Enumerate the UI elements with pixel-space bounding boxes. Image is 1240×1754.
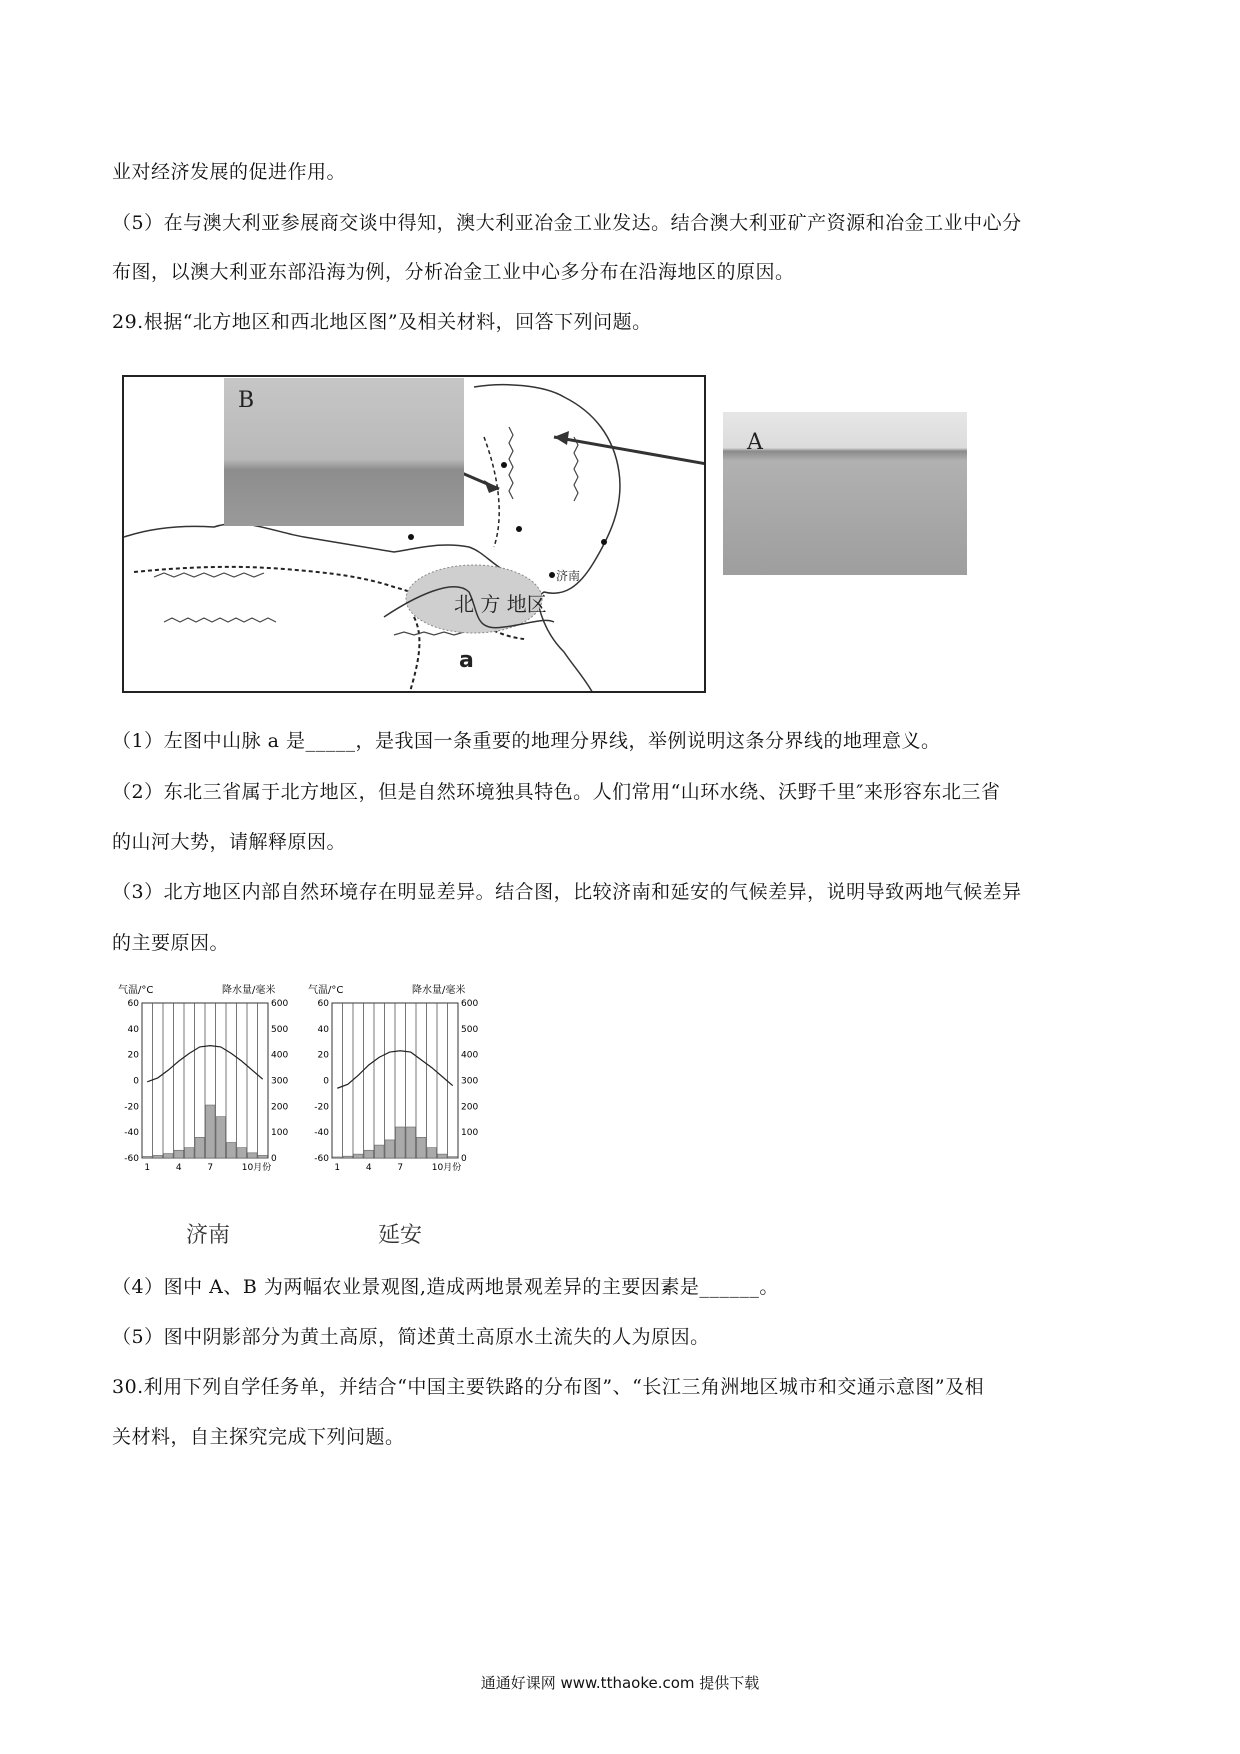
temp-axis-label: 气温/°C bbox=[118, 985, 154, 996]
temp-tick-label: -40 bbox=[124, 1128, 139, 1139]
city-dot-jinan bbox=[549, 572, 555, 578]
month-tick-label: 4 bbox=[365, 1163, 372, 1173]
city-dot-1 bbox=[408, 534, 414, 540]
precip-bar bbox=[448, 1157, 458, 1158]
temp-tick-label: -60 bbox=[314, 1154, 329, 1164]
temp-tick-label: -20 bbox=[314, 1102, 329, 1113]
city-dot-3 bbox=[601, 539, 607, 545]
precip-bar bbox=[258, 1155, 268, 1158]
temp-tick-label: -20 bbox=[124, 1102, 139, 1113]
precip-bar bbox=[417, 1137, 427, 1158]
mountain-range-4 bbox=[574, 437, 578, 501]
precip-tick-label: 500 bbox=[461, 1024, 479, 1035]
precip-bar bbox=[406, 1127, 416, 1158]
precip-tick-label: 600 bbox=[271, 999, 289, 1009]
photo-b-label: B bbox=[238, 388, 255, 413]
question-29-3: （3）北方地区内部自然环境存在明显差异。结合图，比较济南和延安的气候差异，说明导致两地气候差异 bbox=[112, 881, 1022, 903]
precip-bar bbox=[396, 1127, 406, 1158]
precip-bar bbox=[174, 1150, 184, 1158]
footer: 通通好课网 www.tthaoke.com 提供下载 bbox=[480, 1674, 760, 1692]
precip-bar bbox=[216, 1117, 226, 1158]
precip-tick-label: 200 bbox=[271, 1102, 289, 1113]
temp-tick-label: 0 bbox=[323, 1076, 329, 1087]
precip-bar bbox=[438, 1154, 448, 1158]
precip-tick-label: 500 bbox=[271, 1024, 289, 1035]
chart-title-yanan: 延安 bbox=[378, 1223, 423, 1248]
city-dot-2 bbox=[516, 526, 522, 532]
month-tick-label: 7 bbox=[207, 1163, 214, 1173]
precip-bar bbox=[427, 1148, 437, 1158]
precip-axis-label: 降水量/毫米 bbox=[222, 985, 276, 996]
precip-tick-label: 600 bbox=[461, 999, 479, 1009]
precip-bar bbox=[248, 1153, 258, 1158]
chart-title-jinan: 济南 bbox=[186, 1223, 231, 1248]
text-line-3: 布图，以澳大利亚东部沿海为例，分析冶金工业中心多分布在沿海地区的原因。 bbox=[112, 261, 795, 283]
question-30-heading: 30.利用下列自学任务单，并结合“中国主要铁路的分布图”、“长江三角洲地区城市和交通示意图”及相 bbox=[112, 1376, 985, 1398]
text-line-30b: 关材料，自主探究完成下列问题。 bbox=[112, 1426, 405, 1448]
precip-bar bbox=[206, 1105, 216, 1158]
label-mountain-a: a bbox=[459, 648, 474, 673]
temp-tick-label: 40 bbox=[127, 1024, 139, 1035]
month-tick-label: 1 bbox=[144, 1163, 151, 1173]
temp-axis-label: 气温/°C bbox=[308, 985, 344, 996]
precip-tick-label: 300 bbox=[461, 1076, 479, 1087]
temp-tick-label: -40 bbox=[314, 1128, 329, 1139]
photo-b-grassland bbox=[224, 378, 464, 526]
temp-tick-label: 40 bbox=[317, 1024, 329, 1035]
temp-tick-label: 60 bbox=[127, 999, 139, 1009]
precip-tick-label: 0 bbox=[271, 1154, 277, 1164]
precip-axis-label: 降水量/毫米 bbox=[412, 985, 466, 996]
temp-tick-label: 60 bbox=[317, 999, 329, 1009]
question-29-5: （5）图中阴影部分为黄土高原，简述黄土高原水土流失的人为原因。 bbox=[112, 1326, 710, 1348]
month-tick-label: 4 bbox=[175, 1163, 182, 1173]
precip-bar bbox=[385, 1140, 395, 1158]
qinling-mountains bbox=[394, 632, 464, 635]
precip-bar bbox=[237, 1148, 247, 1158]
month-tick-label: 10月份 bbox=[431, 1163, 462, 1173]
photo-a-farmland bbox=[723, 412, 967, 575]
precip-bar bbox=[185, 1148, 195, 1158]
precip-bar bbox=[364, 1150, 374, 1158]
precip-tick-label: 200 bbox=[461, 1102, 479, 1113]
temp-tick-label: 0 bbox=[133, 1076, 139, 1087]
precip-tick-label: 0 bbox=[461, 1154, 467, 1164]
text-line-2: （5）在与澳大利亚参展商交谈中得知，澳大利亚冶金工业发达。结合澳大利亚矿产资源和冶金工业中心分 bbox=[112, 212, 1022, 234]
month-tick-label: 7 bbox=[397, 1163, 404, 1173]
ne-boundary bbox=[484, 437, 499, 547]
precip-bar bbox=[143, 1156, 153, 1158]
photo-a-label: A bbox=[747, 430, 763, 455]
south-boundary bbox=[409, 617, 419, 693]
month-tick-label: 1 bbox=[334, 1163, 341, 1173]
arrow-a-head bbox=[554, 431, 569, 445]
city-dot-4 bbox=[501, 462, 507, 468]
mountain-range-1 bbox=[154, 573, 264, 577]
precip-bar bbox=[227, 1143, 237, 1159]
precip-bar bbox=[375, 1145, 385, 1158]
precip-tick-label: 100 bbox=[461, 1128, 479, 1139]
text-line-29-2b: 的山河大势，请解释原因。 bbox=[112, 831, 347, 853]
month-tick-label: 10月份 bbox=[241, 1163, 272, 1173]
precip-bar bbox=[195, 1137, 205, 1158]
precip-bar bbox=[164, 1154, 174, 1158]
question-29-1: （1）左图中山脉 a 是_____，是我国一条重要的地理分界线，举例说明这条分界线的地理意义。 bbox=[112, 730, 941, 752]
question-29-2: （2）东北三省属于北方地区，但是自然环境独具特色。人们常用“山环水绕、沃野千里″来形容东北三省 bbox=[112, 781, 1001, 803]
precip-tick-label: 400 bbox=[461, 1050, 479, 1061]
label-north-region: 北 方 地区 bbox=[454, 592, 547, 616]
temp-tick-label: -60 bbox=[124, 1154, 139, 1164]
temp-tick-label: 20 bbox=[317, 1050, 329, 1061]
precip-bar bbox=[343, 1156, 353, 1158]
text-line-1: 业对经济发展的促进作用。 bbox=[112, 161, 347, 183]
mountain-range-3 bbox=[509, 427, 513, 499]
label-jinan: 济南 bbox=[556, 569, 581, 583]
precip-tick-label: 100 bbox=[271, 1128, 289, 1139]
climate-chart-yanan bbox=[308, 983, 494, 1208]
precip-bar bbox=[354, 1154, 364, 1158]
mountain-range-2 bbox=[164, 618, 276, 622]
question-29-4: （4）图中 A、B 为两幅农业景观图,造成两地景观差异的主要因素是______。 bbox=[112, 1276, 779, 1298]
precip-bar bbox=[153, 1155, 163, 1158]
question-29-heading: 29.根据“北方地区和西北地区图”及相关材料，回答下列问题。 bbox=[112, 311, 652, 333]
precip-bar bbox=[333, 1157, 343, 1158]
climate-chart-jinan bbox=[118, 983, 304, 1208]
precip-tick-label: 300 bbox=[271, 1076, 289, 1087]
temp-tick-label: 20 bbox=[127, 1050, 139, 1061]
text-line-29-3b: 的主要原因。 bbox=[112, 932, 230, 954]
precip-tick-label: 400 bbox=[271, 1050, 289, 1061]
